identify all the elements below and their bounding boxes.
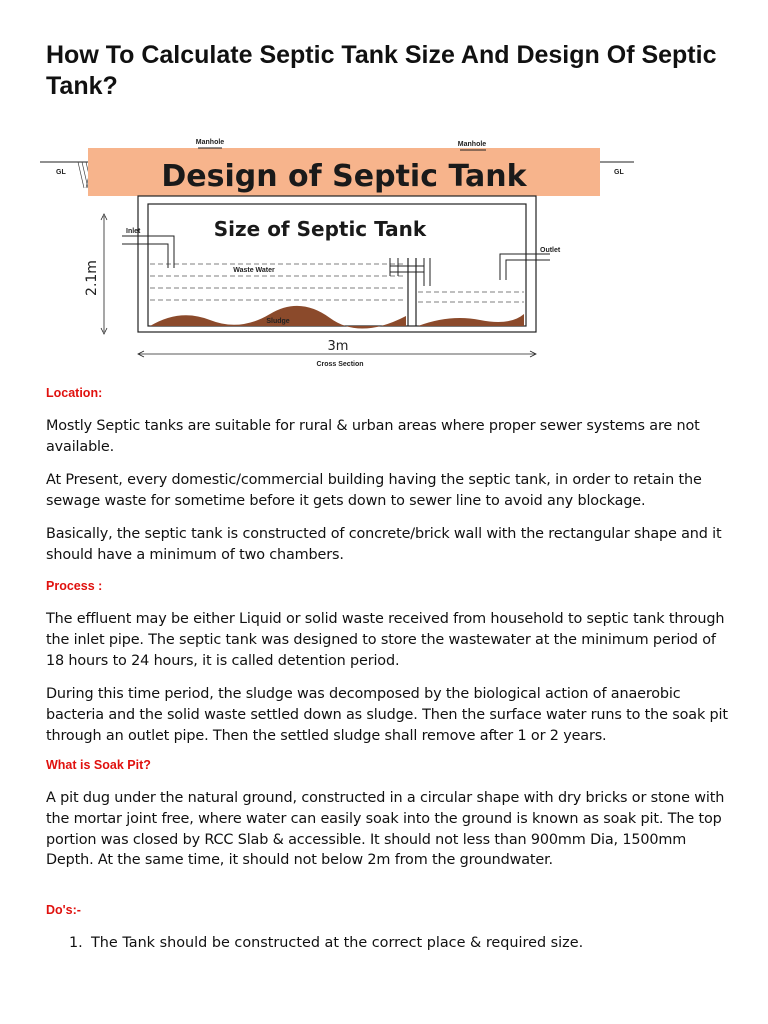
- outlet-label: Outlet: [540, 247, 561, 254]
- height-dimension: [101, 214, 107, 334]
- inlet-label: Inlet: [126, 228, 141, 235]
- cross-section-caption: Cross Section: [316, 361, 364, 368]
- sludge-right: [418, 314, 524, 326]
- soak-pit-heading: What is Soak Pit?: [46, 758, 151, 772]
- banner-title: Design of Septic Tank: [161, 159, 527, 194]
- gl-left-label: GL: [56, 169, 66, 176]
- manhole-left-label: Manhole: [195, 139, 225, 146]
- process-paragraph-2: During this time period, the sludge was decomposed by the biological action of anaerobic bacteria and the solid waste settled down as sludge. Then the surface water runs to the soak pit through an outlet pipe. Then the settled sludge shall remove after 1 or 2 years.: [46, 686, 728, 744]
- process-heading: Process :: [46, 579, 103, 593]
- sludge-label: Sludge: [266, 318, 290, 325]
- list-item: [69, 933, 729, 954]
- location-paragraph-1: Mostly Septic tanks are suitable for rural & urban areas where proper sewer systems are not available.: [46, 418, 700, 455]
- length-label: 3m: [327, 339, 349, 354]
- location-paragraph-2: At Present, every domestic/commercial building having the septic tank, in order to retain the sewage waste for sometime before it gets down to sewer line to avoid any blockage.: [46, 472, 702, 509]
- article-title: How To Calculate Septic Tank Size And Design Of Septic Tank?: [46, 41, 717, 100]
- manhole-right-label: Manhole: [457, 141, 487, 148]
- dos-heading: Do's:-: [46, 903, 81, 917]
- waste-water-label: Waste Water: [233, 267, 275, 274]
- location-heading: Location:: [46, 386, 103, 400]
- gl-right-label: GL: [614, 169, 624, 176]
- banner-subtitle: Size of Septic Tank: [213, 217, 427, 241]
- pipes: [122, 236, 550, 286]
- waste-water: [150, 264, 524, 302]
- process-paragraph-1: The effluent may be either Liquid or solid waste received from household to septic tank through the inlet pipe. The septic tank was designed to store the wastewater at the minimum period of 18 hours to 24 hours, it is called detention period.: [46, 611, 725, 669]
- location-paragraph-3: Basically, the septic tank is constructed of concrete/brick wall with the rectangular shape and it should have a minimum of two chambers.: [46, 526, 722, 563]
- soak-pit-paragraph: A pit dug under the natural ground, constructed in a circular shape with dry bricks or stone with the mortar joint free, where water can easily soak into the ground is known as soak pit. The top portion was closed by RCC Slab & accessible. It should not less than 900mm Dia, 1500mm Depth. At the same time, it should not below 2m from the groundwater.: [46, 790, 725, 869]
- list-item-text: The Tank should be constructed at the correct place & required size.: [91, 935, 584, 951]
- septic-tank-diagram: [40, 118, 634, 370]
- height-label: 2.1m: [84, 260, 100, 296]
- list-item-number: 1.: [69, 935, 83, 951]
